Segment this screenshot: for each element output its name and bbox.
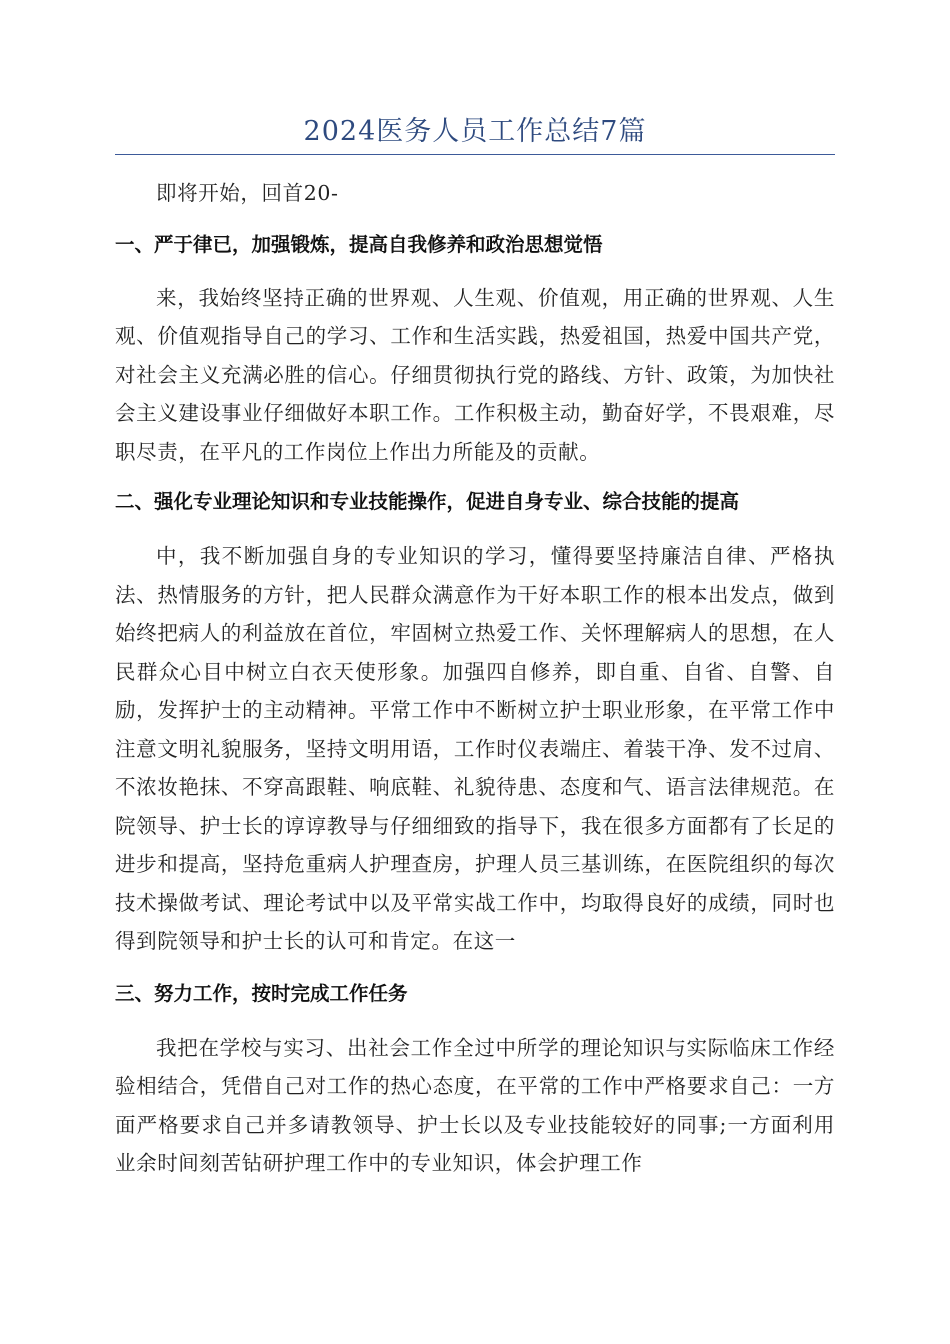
title-underline — [115, 154, 835, 155]
document-title: 2024医务人员工作总结7篇 — [303, 116, 647, 147]
section-3-paragraph: 我把在学校与实习、出社会工作全过中所学的理论知识与实际临床工作经验相结合，凭借自己对工作的热心态度，在平常的工作中严格要求自己：一方面严格要求自己并多请教领导、护士长以及专业技能较好的同事;一方面利用业余时间刻苦钻研护理工作中的专业知识，体会护理工作 — [115, 1035, 835, 1175]
intro-paragraph: 即将开始，回首20- — [156, 181, 339, 205]
section-2-heading: 二、强化专业理论知识和专业技能操作，促进自身专业、综合技能的提高 — [115, 490, 740, 513]
section-3-heading: 三、努力工作，按时完成工作任务 — [115, 981, 408, 1005]
section-2-paragraph: 中，我不断加强自身的专业知识的学习，懂得要坚持廉洁自律、严格执法、热情服务的方针，把人民群众满意作为干好本职工作的根本出发点，做到始终把病人的利益放在首位，牢固树立热爱工作、关怀理解病人的思想，在人民群众心目中树立白衣天使形象。加强四自修养，即自重、自省、自警、自励，发挥护士的主动精神。平常工作中不断树立护士职业形象，在平常工作中注意文明礼貌服务，坚持文明用语，工作时仪表端庄、着装干净、发不过肩、不浓妆艳抹、不穿高跟鞋、响底鞋、礼貌待患、态度和气、语言法律规范。在院领导、护士长的谆谆教导与仔细细致的指导下，我在很多方面都有了长足的进步和提高，坚持危重病人护理查房，护理人员三基训练，在医院组织的每次技术操做考试、理论考试中以及平常实战工作中，均取得良好的成绩，同时也得到院领导和护士长的认可和肯定。在这一 — [115, 544, 835, 953]
section-1-heading: 一、严于律已，加强锻炼，提高自我修养和政治思想觉悟 — [115, 232, 603, 256]
document-body — [115, 174, 835, 1183]
section-1-paragraph: 来，我始终坚持正确的世界观、人生观、价值观，用正确的世界观、人生观、价值观指导自己的学习、工作和生活实践，热爱祖国，热爱中国共产党，对社会主义充满必胜的信心。仔细贯彻执行党的路线、方针、政策，为加快社会主义建设事业仔细做好本职工作。工作积极主动，勤奋好学，不畏艰难，尽职尽责，在平凡的工作岗位上作出力所能及的贡献。 — [115, 285, 835, 464]
